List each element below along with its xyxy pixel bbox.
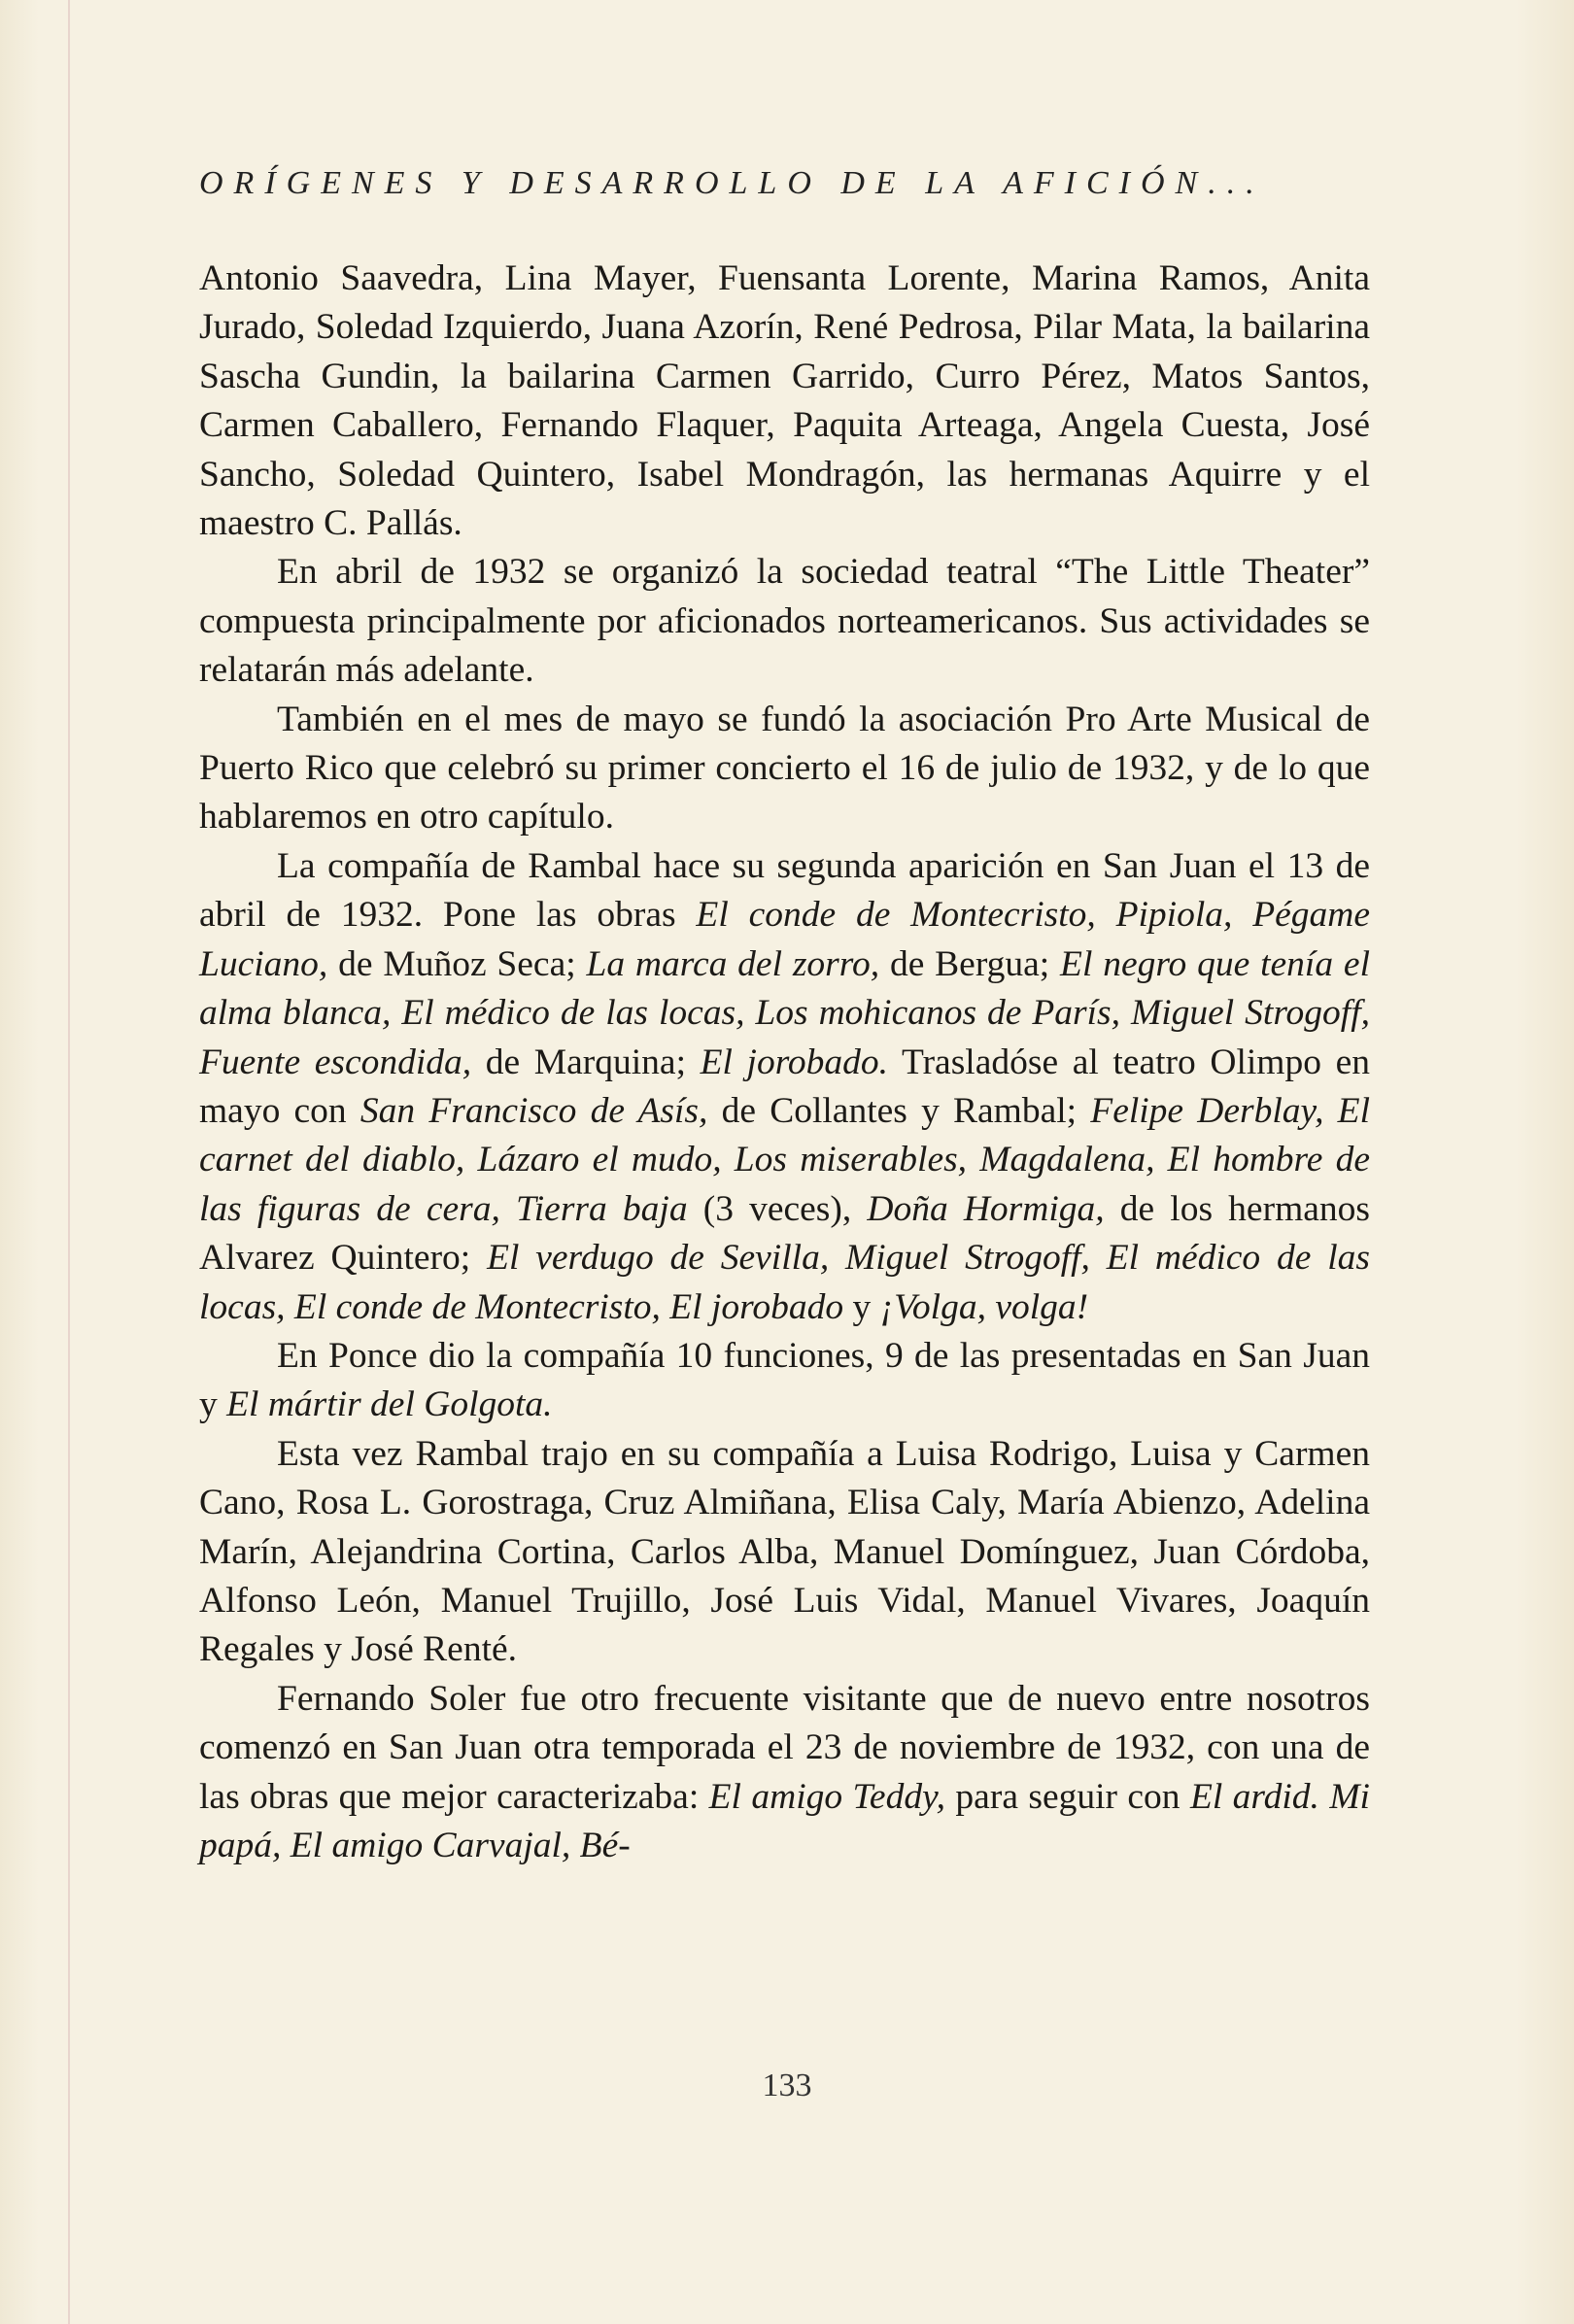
italic-title: El verdugo de Sevilla, Miguel Strogoff, El médico de las locas, El conde de Montecristo, El jorobado — [199, 1238, 1371, 1327]
text-run: Trasladóse al teatro Olimpo en mayo con — [199, 1042, 1370, 1131]
body-text — [199, 255, 1370, 1870]
text-run: y — [843, 1286, 880, 1327]
italic-title: El conde de Montecristo, Pipiola, Pégame Luciano, — [199, 895, 1371, 984]
italic-title: ¡Volga, volga! — [879, 1286, 1089, 1327]
italic-title: Felipe Derblay, El carnet del diablo, Lázaro el mudo, Los miserables, Magdalena, El hombre de las figuras de cera, Tierra baja — [199, 1090, 1371, 1229]
text-run: de Bergua; — [879, 943, 1061, 984]
italic-title: La marca del zorro, — [586, 943, 880, 984]
text-run: para seguir con — [945, 1776, 1190, 1817]
paragraph — [199, 1430, 1370, 1675]
paragraph — [199, 1675, 1370, 1871]
text-run: En Ponce dio la compañía 10 funciones, 9 de las presentadas en San Juan y — [199, 1335, 1370, 1425]
text-run: La compañía de Rambal hace su segunda aparición en San Juan el 13 de abril de 1932. Pone las obras — [199, 845, 1370, 936]
italic-title: El mártir del Golgota. — [226, 1384, 553, 1425]
text-run: Fernando Soler fue otro frecuente visitante que de nuevo entre nosotros comenzó en San Juan otra temporada el 23 de noviembre de 1932, con una de las obras que mejor caracterizaba: — [199, 1678, 1370, 1817]
text-run: de Muñoz Seca; — [327, 943, 587, 984]
italic-title: El jorobado. — [700, 1042, 889, 1082]
paragraph — [199, 548, 1370, 695]
paragraph — [199, 842, 1370, 1332]
italic-title: El ardid. Mi papá, El amigo Carvajal, Bé- — [199, 1776, 1370, 1865]
paragraph — [199, 1332, 1370, 1430]
text-run: de Marquina; — [471, 1042, 701, 1082]
running-head: ORÍGENES Y DESARROLLO DE LA AFICIÓN... — [199, 165, 1265, 201]
italic-title: El amigo Teddy, — [708, 1776, 946, 1817]
text-run: En abril de 1932 se organizó la sociedad teatral “The Little Theater” compuesta principalmente por aficionados norteamericanos. Sus actividades se relatarán más adelante. — [199, 552, 1370, 691]
text-run: Esta vez Rambal trajo en su compañía a Luisa Rodrigo, Luisa y Carmen Cano, Rosa L. Gorostraga, Cruz Almiñana, Elisa Caly, María Abienzo, Adelina Marín, Alejandrina Cortina, Carlos Alba, Manuel Domínguez, Juan Córdoba, Alfonso León, Manuel Trujillo, José Luis Vidal, Manuel Vivares, Joaquín Regales y José Renté. — [199, 1433, 1370, 1670]
paragraph — [199, 255, 1370, 548]
text-run: Antonio Saavedra, Lina Mayer, Fuensanta Lorente, Marina Ramos, Anita Jurado, Soledad Izquierdo, Juana Azorín, René Pedrosa, Pilar Mata, la bailarina Sascha Gundin, la bailarina Carmen Garrido, Curro Pérez, Matos Santos, Carmen Caballero, Fernando Flaquer, Paquita Arteaga, Angela Cuesta, José Sancho, Soledad Quintero, Isabel Mondragón, las hermanas Aquirre y el maestro C. Pallás. — [199, 258, 1370, 544]
italic-title: Doña Hormiga, — [867, 1188, 1105, 1229]
text-run: También en el mes de mayo se fundó la asociación Pro Arte Musical de Puerto Rico que celebró su primer concierto el 16 de julio de 1932, y de lo que hablaremos en otro capítulo. — [199, 699, 1370, 837]
italic-title: El negro que tenía el alma blanca, El médico de las locas, Los mohicanos de París, Miguel Strogoff, Fuente escondida, — [199, 943, 1370, 1082]
italic-title: San Francisco de Asís, — [359, 1090, 708, 1131]
text-run: (3 veces), — [687, 1188, 868, 1229]
text-run: de los hermanos Alvarez Quintero; — [199, 1188, 1370, 1279]
page-edge-line — [68, 0, 70, 2324]
paragraph — [199, 696, 1370, 842]
text-run: de Collantes y Rambal; — [707, 1090, 1091, 1131]
page-number: 133 — [762, 2068, 812, 2103]
